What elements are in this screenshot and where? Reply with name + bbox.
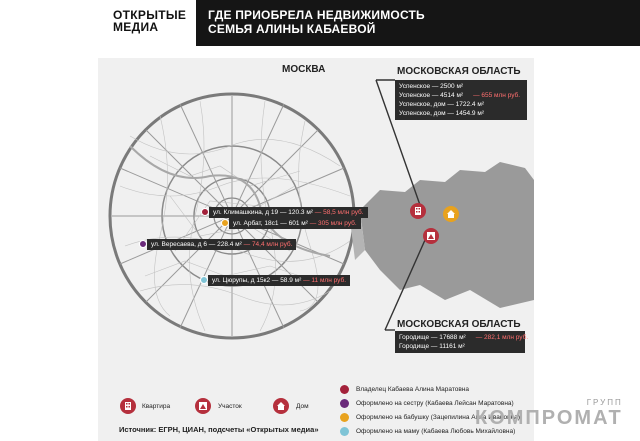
source-note: Источник: ЕГРН, ЦИАН, подсчеты «Открытых медиа» (119, 425, 319, 434)
gorodische-info-box (395, 331, 529, 353)
marker-klimashkina (201, 208, 209, 216)
owner-dot-alina (340, 385, 349, 394)
uspenskoe-info-box (395, 80, 527, 120)
brand-line-1: ОТКРЫТЫЕ (113, 8, 187, 22)
owner-dot-mother (340, 427, 349, 436)
tag-arbat: ул. Арбат, 18с1 — 601 м² — 305 млн руб. (229, 218, 361, 229)
tag-veresaeva: ул. Вересаева, д 6 — 228.4 м² — 74,4 млн руб. (147, 239, 296, 250)
watermark-small: ГРУПП (586, 398, 623, 407)
watermark-big: КОМПРОМАТ (475, 407, 623, 429)
apartment-icon (123, 401, 133, 411)
owner-label-sister: Оформлено на сестру (Кабаева Лейсан Маратовна) (356, 400, 514, 407)
legend-house-badge (273, 398, 289, 414)
tag-tsyurupy: ул. Цюрупы, д 15к2 — 58.9 м² — 11 млн руб. (208, 275, 350, 286)
land-plot-marker (423, 228, 439, 244)
uspenskoe-row: Успенское — 4514 м² — 655 млн руб. (399, 92, 521, 99)
watermark (475, 398, 623, 430)
legend-apartment-badge (120, 398, 136, 414)
house-marker (443, 206, 459, 222)
marker-veresaeva (139, 240, 147, 248)
owner-label-grandmother: Оформлено на бабушку (Зацепилина Анна Ивановна) (356, 414, 520, 421)
oblast-label-top: МОСКОВСКАЯ ОБЛАСТЬ (397, 66, 521, 77)
title-line-2: СЕМЬЯ АЛИНЫ КАБАЕВОЙ (208, 22, 376, 36)
legend-apartment-label: Квартира (142, 403, 171, 410)
land-plot-icon (198, 401, 208, 411)
moscow-label: МОСКВА (282, 64, 326, 75)
owner-dot-grandmother (340, 413, 349, 422)
legend-house-label: Дом (296, 403, 309, 410)
land-plot-icon (426, 231, 436, 241)
tag-klimashkina: ул. Климашкина, д 19 — 120.3 м² — 58,5 млн руб. (209, 207, 368, 218)
uspenskoe-row: Успенское — 2500 м² (399, 83, 464, 90)
uspenskoe-row: Успенское, дом — 1722.4 м² (399, 101, 484, 108)
marker-tsyurupy (200, 276, 208, 284)
owner-label-mother: Оформлено на маму (Кабаева Любовь Михайловна) (356, 428, 516, 435)
owner-label-alina: Владелец Кабаева Алина Маратовна (356, 386, 470, 393)
oblast-label-bottom: МОСКОВСКАЯ ОБЛАСТЬ (397, 319, 521, 330)
legend-land-plot-label: Участок (218, 403, 242, 410)
house-icon (446, 209, 456, 219)
title-line-1: ГДЕ ПРИОБРЕЛА НЕДВИЖИМОСТЬ (208, 8, 425, 22)
apartment-marker (410, 203, 426, 219)
gorodische-row: Городище — 17688 м² — 282,1 млн руб. (399, 334, 529, 341)
gorodische-row: Городище — 11161 м² (399, 343, 465, 350)
apartment-icon (413, 206, 423, 216)
brand-line-2: МЕДИА (113, 20, 159, 34)
owner-dot-sister (340, 399, 349, 408)
uspenskoe-row: Успенское, дом — 1454.9 м² (399, 110, 484, 117)
marker-arbat (221, 219, 229, 227)
legend-land-plot-badge (195, 398, 211, 414)
house-icon (276, 401, 286, 411)
